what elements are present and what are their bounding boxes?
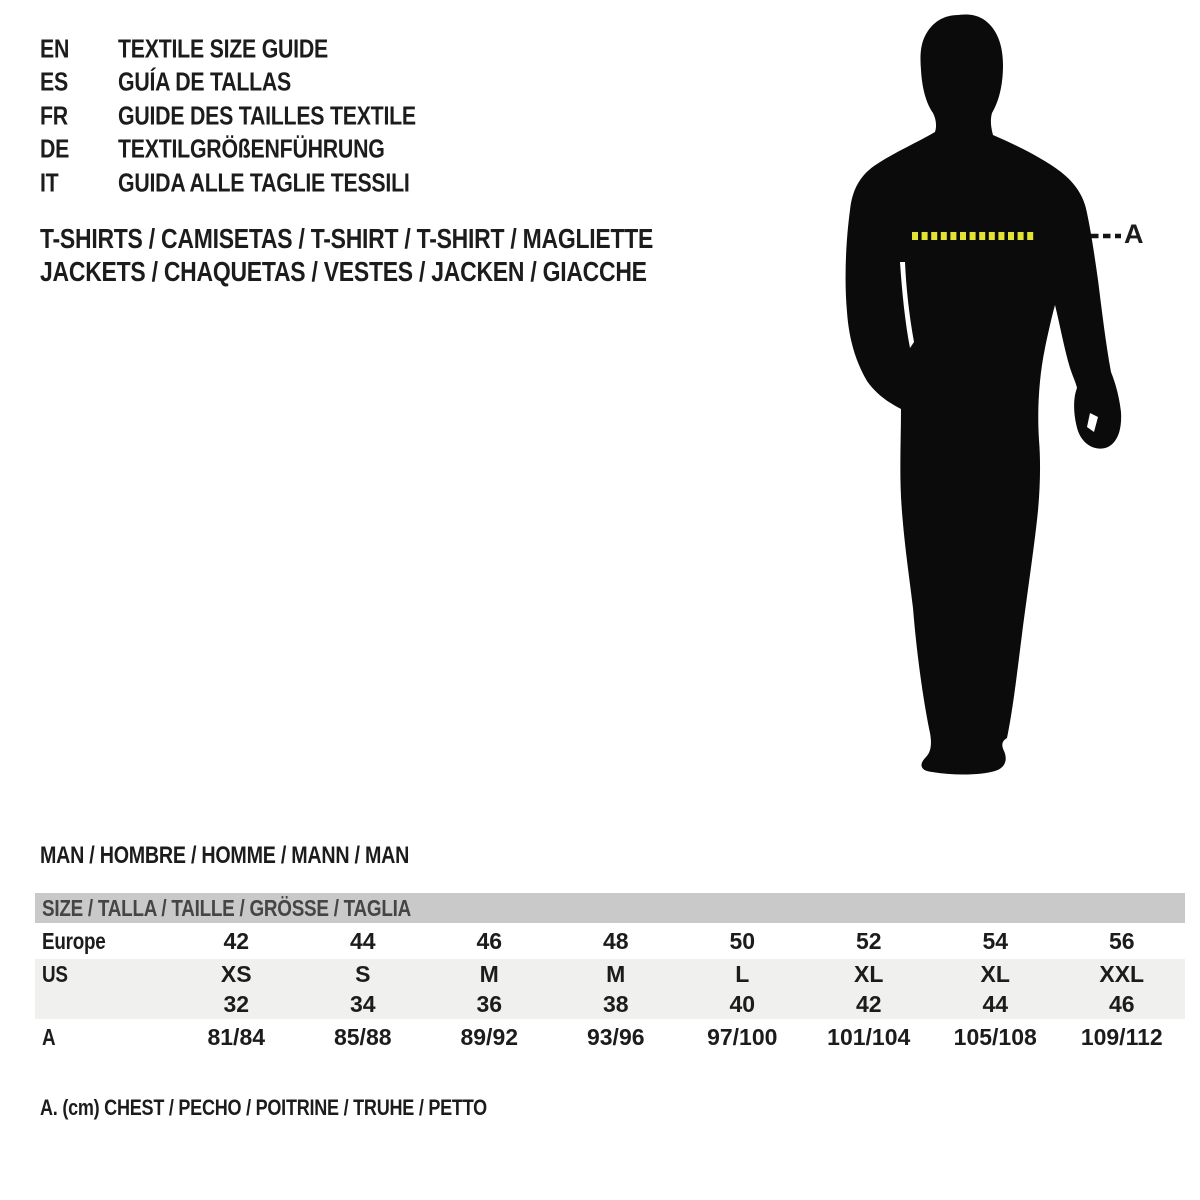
table-cell: XL — [980, 960, 1010, 987]
table-cell: 32 — [223, 990, 250, 1017]
table-cell: 97/100 — [707, 1023, 778, 1050]
measure-a-label: A — [1124, 219, 1144, 249]
size-table-header: SIZE / TALLA / TAILLE / GRÖSSE / TAGLIA — [35, 893, 1185, 923]
table-cell: 85/88 — [333, 1023, 392, 1050]
lang-title-de: TEXTILGRÖßENFÜHRUNG — [118, 133, 385, 164]
measurement-legend: A. (cm) CHEST / PECHO / POITRINE / TRUHE / PETTO — [40, 1095, 487, 1120]
table-cell: 52 — [855, 927, 882, 954]
row-label: Europe — [42, 927, 106, 954]
table-cell: 46 — [1108, 990, 1135, 1017]
lang-code-en: EN — [40, 33, 70, 64]
table-cell: S — [355, 960, 371, 987]
table-cell: 56 — [1108, 927, 1135, 954]
row-label: A — [42, 1023, 56, 1050]
table-cell: 89/92 — [460, 1023, 519, 1050]
category-jackets: JACKETS / CHAQUETAS / VESTES / JACKEN / GIACCHE — [40, 255, 647, 287]
gender-heading: MAN / HOMBRE / HOMME / MANN / MAN — [40, 842, 410, 869]
lang-code-es: ES — [40, 66, 68, 97]
table-cell: 101/104 — [827, 1023, 911, 1050]
table-cell: M — [479, 960, 499, 987]
lang-code-fr: FR — [40, 100, 68, 131]
table-row-europe — [35, 923, 1185, 959]
lang-title-fr: GUIDE DES TAILLES TEXTILE — [118, 100, 416, 131]
table-cell: XS — [220, 960, 252, 987]
table-cell: 48 — [602, 927, 629, 954]
man-silhouette — [838, 5, 1148, 780]
lang-code-it: IT — [40, 167, 59, 198]
table-row-chest-a — [35, 1019, 1185, 1055]
table-cell: 50 — [729, 927, 756, 954]
category-tshirts: T-SHIRTS / CAMISETAS / T-SHIRT / T-SHIRT / MAGLIETTE — [40, 222, 654, 254]
table-cell: 42 — [855, 990, 882, 1017]
table-cell: 42 — [223, 927, 250, 954]
silhouette-body — [846, 14, 1122, 774]
table-cell: 44 — [982, 990, 1009, 1017]
table-cell: 81/84 — [207, 1023, 266, 1050]
table-cell: 54 — [982, 927, 1009, 954]
lang-title-es: GUÍA DE TALLAS — [118, 66, 292, 97]
table-row-us — [35, 959, 1185, 989]
table-cell: 105/108 — [953, 1023, 1037, 1050]
lang-code-de: DE — [40, 133, 70, 164]
table-cell: 36 — [476, 990, 503, 1017]
table-cell: 46 — [476, 927, 503, 954]
table-cell: 34 — [349, 990, 376, 1017]
lang-title-en: TEXTILE SIZE GUIDE — [118, 33, 328, 64]
size-table — [35, 893, 1185, 1055]
table-cell: XL — [854, 960, 884, 987]
table-cell: 93/96 — [586, 1023, 645, 1050]
table-cell: 109/112 — [1080, 1023, 1163, 1050]
row-label: US — [42, 960, 68, 987]
category-list — [40, 222, 788, 288]
table-row-numeric — [35, 989, 1185, 1019]
table-cell: XXL — [1099, 960, 1145, 987]
lang-title-it: GUIDA ALLE TAGLIE TESSILI — [118, 167, 410, 198]
table-cell: 38 — [602, 990, 629, 1017]
table-cell: L — [735, 960, 750, 987]
table-cell: 40 — [729, 990, 756, 1017]
table-cell: 44 — [349, 927, 376, 954]
table-cell: M — [606, 960, 626, 987]
